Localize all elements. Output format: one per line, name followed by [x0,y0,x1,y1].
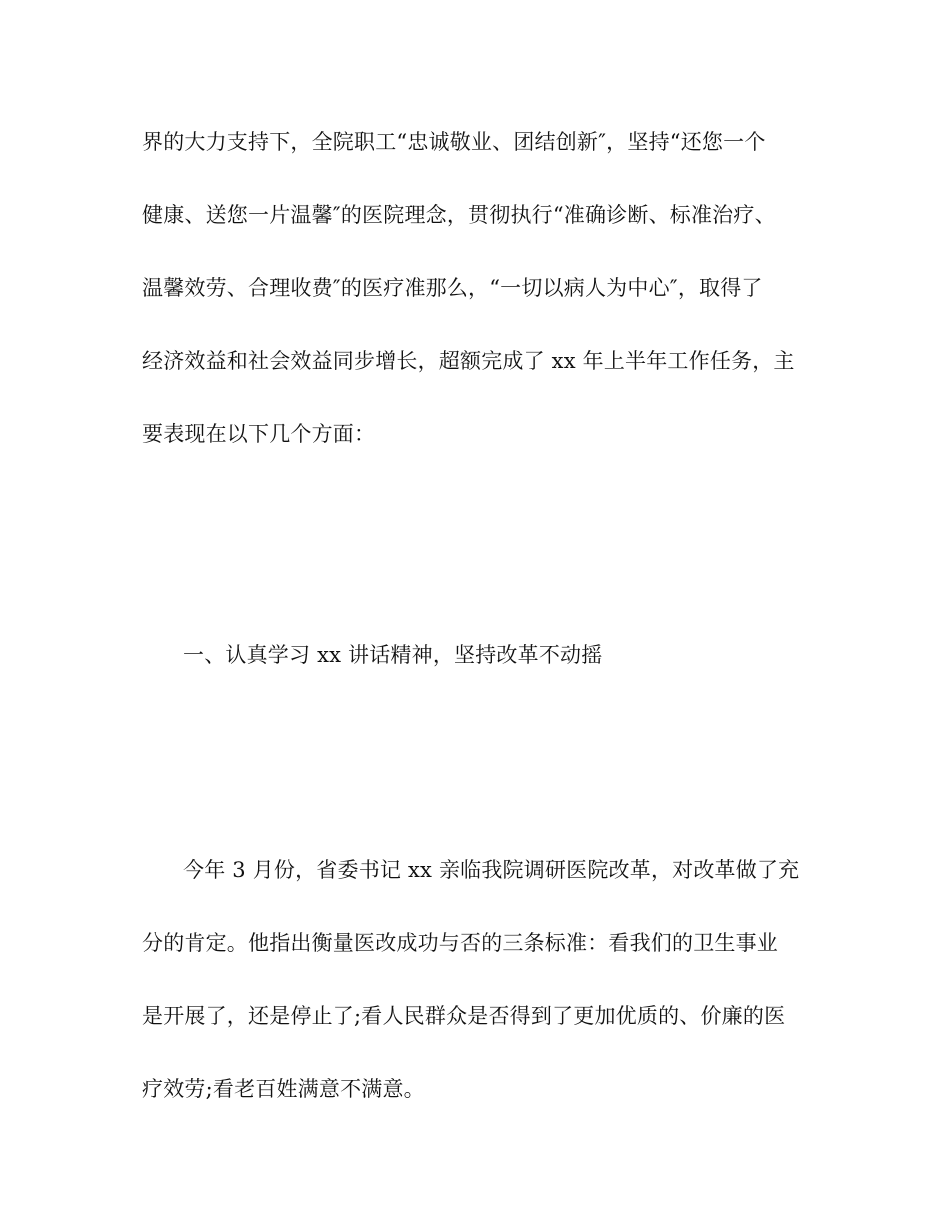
paragraph-1-line-1: 界的大力支持下，全院职工“忠诚敬业、团结创新″，坚持“还您一个 [142,130,766,154]
paragraph-1-line-3: 温馨效劳、合理收费″的医疗准那么，“一切以病人为中心″，取得了 [142,276,763,300]
paragraph-2-line-4: 疗效劳;看老百姓满意不满意。 [142,1077,425,1101]
paragraph-1-line-2: 健康、送您一片温馨″的医院理念，贯彻执行“准确诊断、标准治疗、 [142,203,776,227]
paragraph-1-line-4: 经济效益和社会效益同步增长，超额完成了 xx 年上半年工作任务，主 [142,349,795,373]
paragraph-2-line-3: 是开展了，还是停止了;看人民群众是否得到了更加优质的、价廉的医 [142,1004,786,1028]
paragraph-2-line-2: 分的肯定。他指出衡量医改成功与否的三条标准：看我们的卫生事业 [142,931,778,955]
section-heading-1: 一、认真学习 xx 讲话精神，坚持改革不动摇 [183,643,603,667]
paragraph-2-line-1: 今年 3 月份，省委书记 xx 亲临我院调研医院改革，对改革做了充 [183,858,800,882]
paragraph-1-line-5: 要表现在以下几个方面： [142,422,376,446]
